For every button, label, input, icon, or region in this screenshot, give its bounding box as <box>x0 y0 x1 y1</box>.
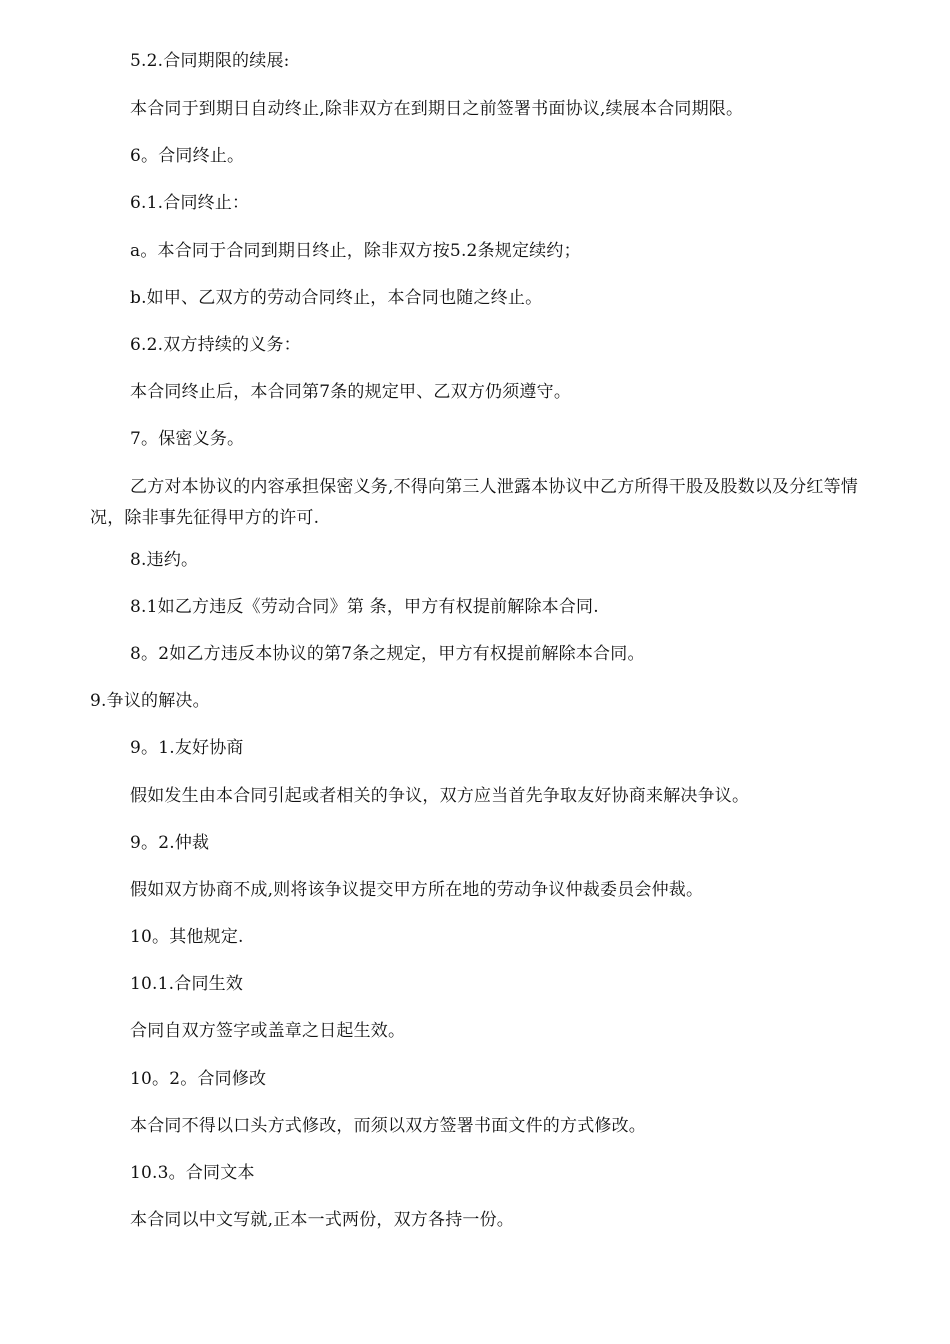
section-7-text: 乙方对本协议的内容承担保密义务,不得向第三人泄露本协议中乙方所得干股及股数以及分红等情况，除非事先征得甲方的许可. <box>90 477 859 528</box>
section-9-heading: 9.争议的解决。 <box>90 691 210 711</box>
clause-10-2-text: 本合同不得以口头方式修改，而须以双方签署书面文件的方式修改。 <box>130 1116 646 1136</box>
clause-6-1-b: b.如甲、乙双方的劳动合同终止，本合同也随之终止。 <box>130 288 543 308</box>
clause-10-3-heading: 10.3。合同文本 <box>130 1163 255 1183</box>
section-8-heading: 8.违约。 <box>130 550 199 570</box>
clause-6-1-a: a。本合同于合同到期日终止，除非双方按5.2条规定续约； <box>130 241 581 261</box>
clause-8-2: 8。2如乙方违反本协议的第7条之规定，甲方有权提前解除本合同。 <box>130 644 645 664</box>
clause-6-2-text: 本合同终止后，本合同第7条的规定甲、乙双方仍须遵守。 <box>130 382 572 402</box>
section-6-heading: 6。合同终止。 <box>130 146 245 166</box>
clause-9-2-heading: 9。2.仲裁 <box>130 833 210 853</box>
clause-5-2-heading: 5.2.合同期限的续展: <box>130 51 290 71</box>
section-7-heading: 7。保密义务。 <box>130 429 245 449</box>
clause-10-1-text: 合同自双方签字或盖章之日起生效。 <box>130 1021 406 1041</box>
clause-10-2-heading: 10。2。合同修改 <box>130 1069 267 1089</box>
clause-10-1-heading: 10.1.合同生效 <box>130 974 244 994</box>
clause-6-2-heading: 6.2.双方持续的义务： <box>130 335 301 355</box>
clause-9-2-text: 假如双方协商不成,则将该争议提交甲方所在地的劳动争议仲裁委员会仲裁。 <box>130 880 704 900</box>
clause-5-2-text: 本合同于到期日自动终止,除非双方在到期日之前签署书面协议,续展本合同期限。 <box>130 99 744 119</box>
clause-6-1-heading: 6.1.合同终止： <box>130 193 250 213</box>
clause-9-1-text: 假如发生由本合同引起或者相关的争议，双方应当首先争取友好协商来解决争议。 <box>130 786 750 806</box>
clause-8-1: 8.1如乙方违反《劳动合同》第 条，甲方有权提前解除本合同. <box>130 597 599 617</box>
section-10-heading: 10。其他规定. <box>130 927 244 947</box>
clause-10-3-text: 本合同以中文写就,正本一式两份，双方各持一份。 <box>130 1210 515 1230</box>
clause-9-1-heading: 9。1.友好协商 <box>130 738 244 758</box>
